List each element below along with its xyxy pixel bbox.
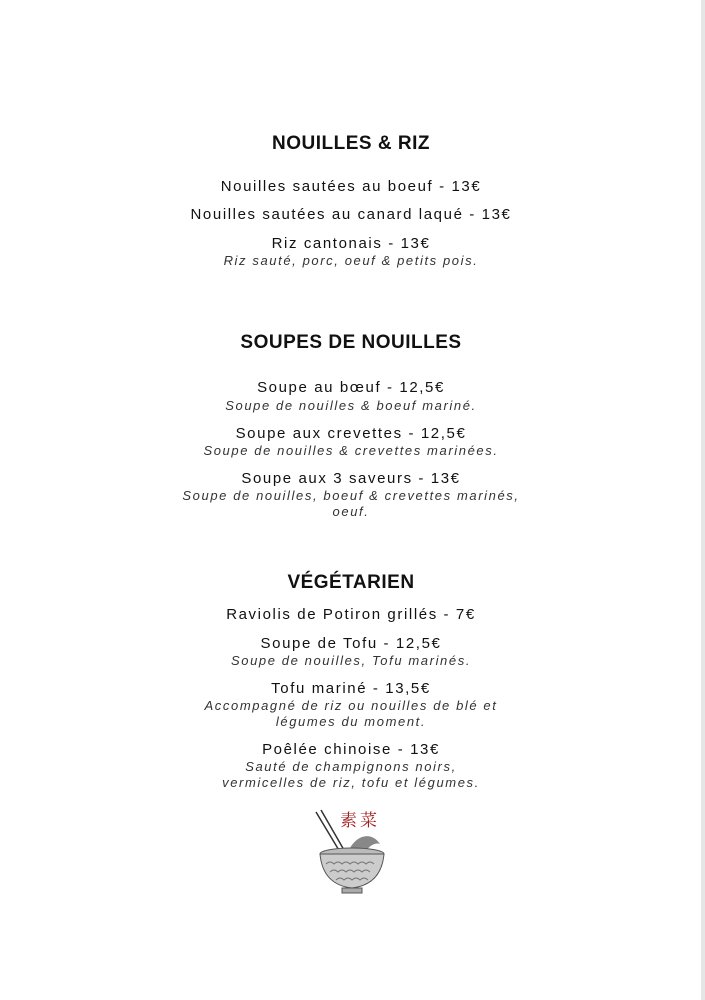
section-title-nouilles-riz: NOUILLES & RIZ [272,133,430,154]
item-description: Riz sauté, porc, oeuf & petits pois. [223,253,479,268]
menu-item: Raviolis de Potiron grillés - 7€ [226,606,476,623]
menu-item: Soupe aux 3 saveurs - 13€ [241,470,461,487]
section-title-vegetarien: VÉGÉTARIEN [287,572,415,593]
menu-item: Soupe de Tofu - 12,5€ [260,635,442,652]
item-description: vermicelles de riz, tofu et légumes. [222,775,480,790]
item-description: Soupe de nouilles, Tofu marinés. [230,653,472,668]
item-description: Sauté de champignons noirs, [245,759,457,774]
item-description: Soupe de nouilles & crevettes marinées. [203,443,499,458]
section-title-soupes: SOUPES DE NOUILLES [240,332,462,353]
item-description: Soupe de nouilles & boeuf mariné. [225,398,477,413]
menu-item: Poêlée chinoise - 13€ [262,741,440,758]
item-description: légumes du moment. [275,714,427,729]
chinese-characters: 素菜 [340,811,380,831]
menu-item: Soupe aux crevettes - 12,5€ [235,425,467,442]
menu-item: Nouilles sautées au boeuf - 13€ [220,178,482,195]
menu-item: Tofu mariné - 13,5€ [271,680,431,697]
item-description: oeuf. [332,504,370,519]
menu-item: Soupe au bœuf - 12,5€ [257,379,445,396]
item-description: Soupe de nouilles, boeuf & crevettes marinés, [182,488,520,503]
noodle-bowl-icon [310,804,395,899]
menu-item: Riz cantonais - 13€ [271,235,431,252]
item-description: Accompagné de riz ou nouilles de blé et [204,698,498,713]
menu-item: Nouilles sautées au canard laqué - 13€ [190,206,512,223]
